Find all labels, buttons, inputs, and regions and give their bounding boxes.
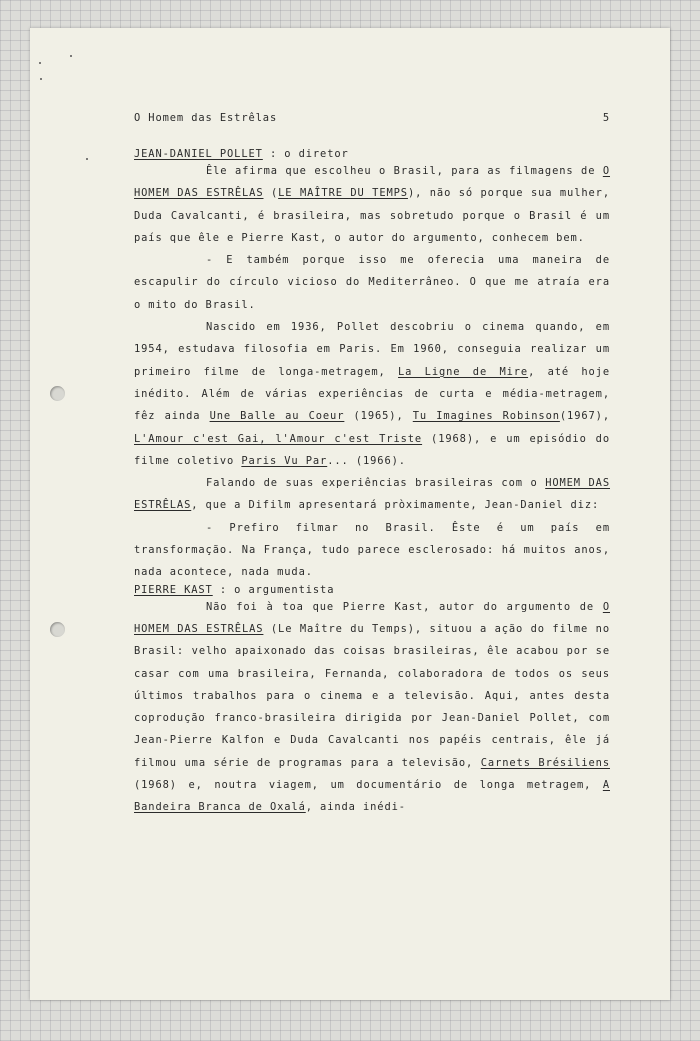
text-run: (1968), e um episódio do filme coletivo	[134, 432, 610, 467]
speck	[40, 78, 42, 80]
text-run: (1968) e, noutra viagem, um documentário de longa metragem,	[134, 779, 603, 792]
film-title: La Ligne de Mire	[398, 365, 529, 378]
running-title: O Homem das Estrêlas	[134, 112, 278, 124]
paragraph	[134, 316, 610, 472]
speck	[39, 62, 41, 64]
paragraph	[134, 472, 610, 517]
film-title: L'Amour c'est Gai, l'Amour c'est Triste	[134, 432, 423, 445]
typed-text	[134, 112, 610, 819]
film-title: O HOMEM DAS ESTRÊLAS	[134, 600, 610, 635]
film-title: Tu Imagines Robinson	[412, 410, 560, 423]
paragraph	[134, 160, 610, 249]
section-title-director	[134, 148, 610, 160]
text-run: (	[263, 187, 279, 200]
text-run: Falando de suas experiências brasileiras com o	[206, 477, 546, 490]
text-run: (1967),	[559, 410, 610, 423]
director-name: JEAN-DANIEL POLLET	[134, 148, 263, 160]
text-run: ... (1966).	[327, 454, 406, 467]
text-run: Êle afirma que escolheu o Brasil, para as filmagens de	[206, 165, 603, 177]
text-run: (Le Maître du Temps), situou a ação do filme no Brasil: velho apaixonado das coisas brasileiras, êle acabou por se casar com uma brasileira, Fernanda, colaboradora de todos os seus últimos trabalhos para o cinema e a televisão. Aqui, antes desta coprodução franco-brasileira dirigida por Jean-Daniel Pollet, com Jean-Pierre Kalfon e Duda Cavalcanti nos papéis centrais, êle já filmou uma série de programas para a televisão,	[134, 622, 610, 769]
speck	[70, 55, 72, 57]
film-title: LE MAÎTRE DU TEMPS	[278, 187, 408, 200]
text-run: , ainda inédi-	[305, 801, 406, 814]
film-title: Une Balle au Coeur	[209, 410, 345, 423]
speck	[86, 158, 88, 160]
punch-hole	[50, 622, 65, 637]
section-role: : o diretor	[262, 148, 349, 160]
page-number: 5	[602, 112, 610, 124]
section-title-writer	[134, 584, 610, 596]
page-header	[134, 112, 610, 124]
paragraph	[134, 596, 610, 819]
quote-paragraph: - E também porque isso me oferecia uma maneira de escapulir do círculo vicioso do Mediterrâneo. O que me atraía era o mito do Brasil.	[134, 254, 610, 311]
writer-name: PIERRE KAST	[134, 583, 213, 596]
film-title: Paris Vu Par	[241, 454, 328, 467]
document-page	[30, 28, 670, 1000]
section-role: : o argumentista	[212, 583, 335, 596]
text-run: Nascido em 1936, Pollet descobriu o cinema quando, em 1954, estudava filosofia em Paris. Em 1960, conseguia realizar um primeiro filme de longa-metragem,	[134, 321, 610, 378]
text-run: , até hoje inédito. Além de várias experiências de curta e média-metragem, fêz ainda	[134, 365, 610, 423]
film-title: Carnets Brésiliens	[480, 756, 610, 769]
text-run: , que a Difilm apresentará pròximamente, Jean-Daniel diz:	[191, 499, 600, 512]
punch-hole	[50, 386, 65, 401]
film-title: A Bandeira Branca de Oxalá	[134, 779, 610, 814]
text-run: Não foi à toa que Pierre Kast, autor do argumento de	[206, 600, 603, 613]
film-title: HOMEM DAS ESTRÊLAS	[134, 477, 610, 512]
text-run: ), não só porque sua mulher, Duda Cavalcanti, é brasileira, mas sobretudo porque o Brasil é um país que êle e Pierre Kast, o autor do argumento, conhecem bem.	[134, 187, 610, 244]
quote-paragraph: - Prefiro filmar no Brasil. Êste é um país em transformação. Na França, tudo parece esclerosado: há muitos anos, nada acontece, nada muda.	[134, 521, 610, 579]
text-run: (1965),	[344, 410, 413, 423]
film-title: O HOMEM DAS ESTRÊLAS	[134, 165, 610, 200]
